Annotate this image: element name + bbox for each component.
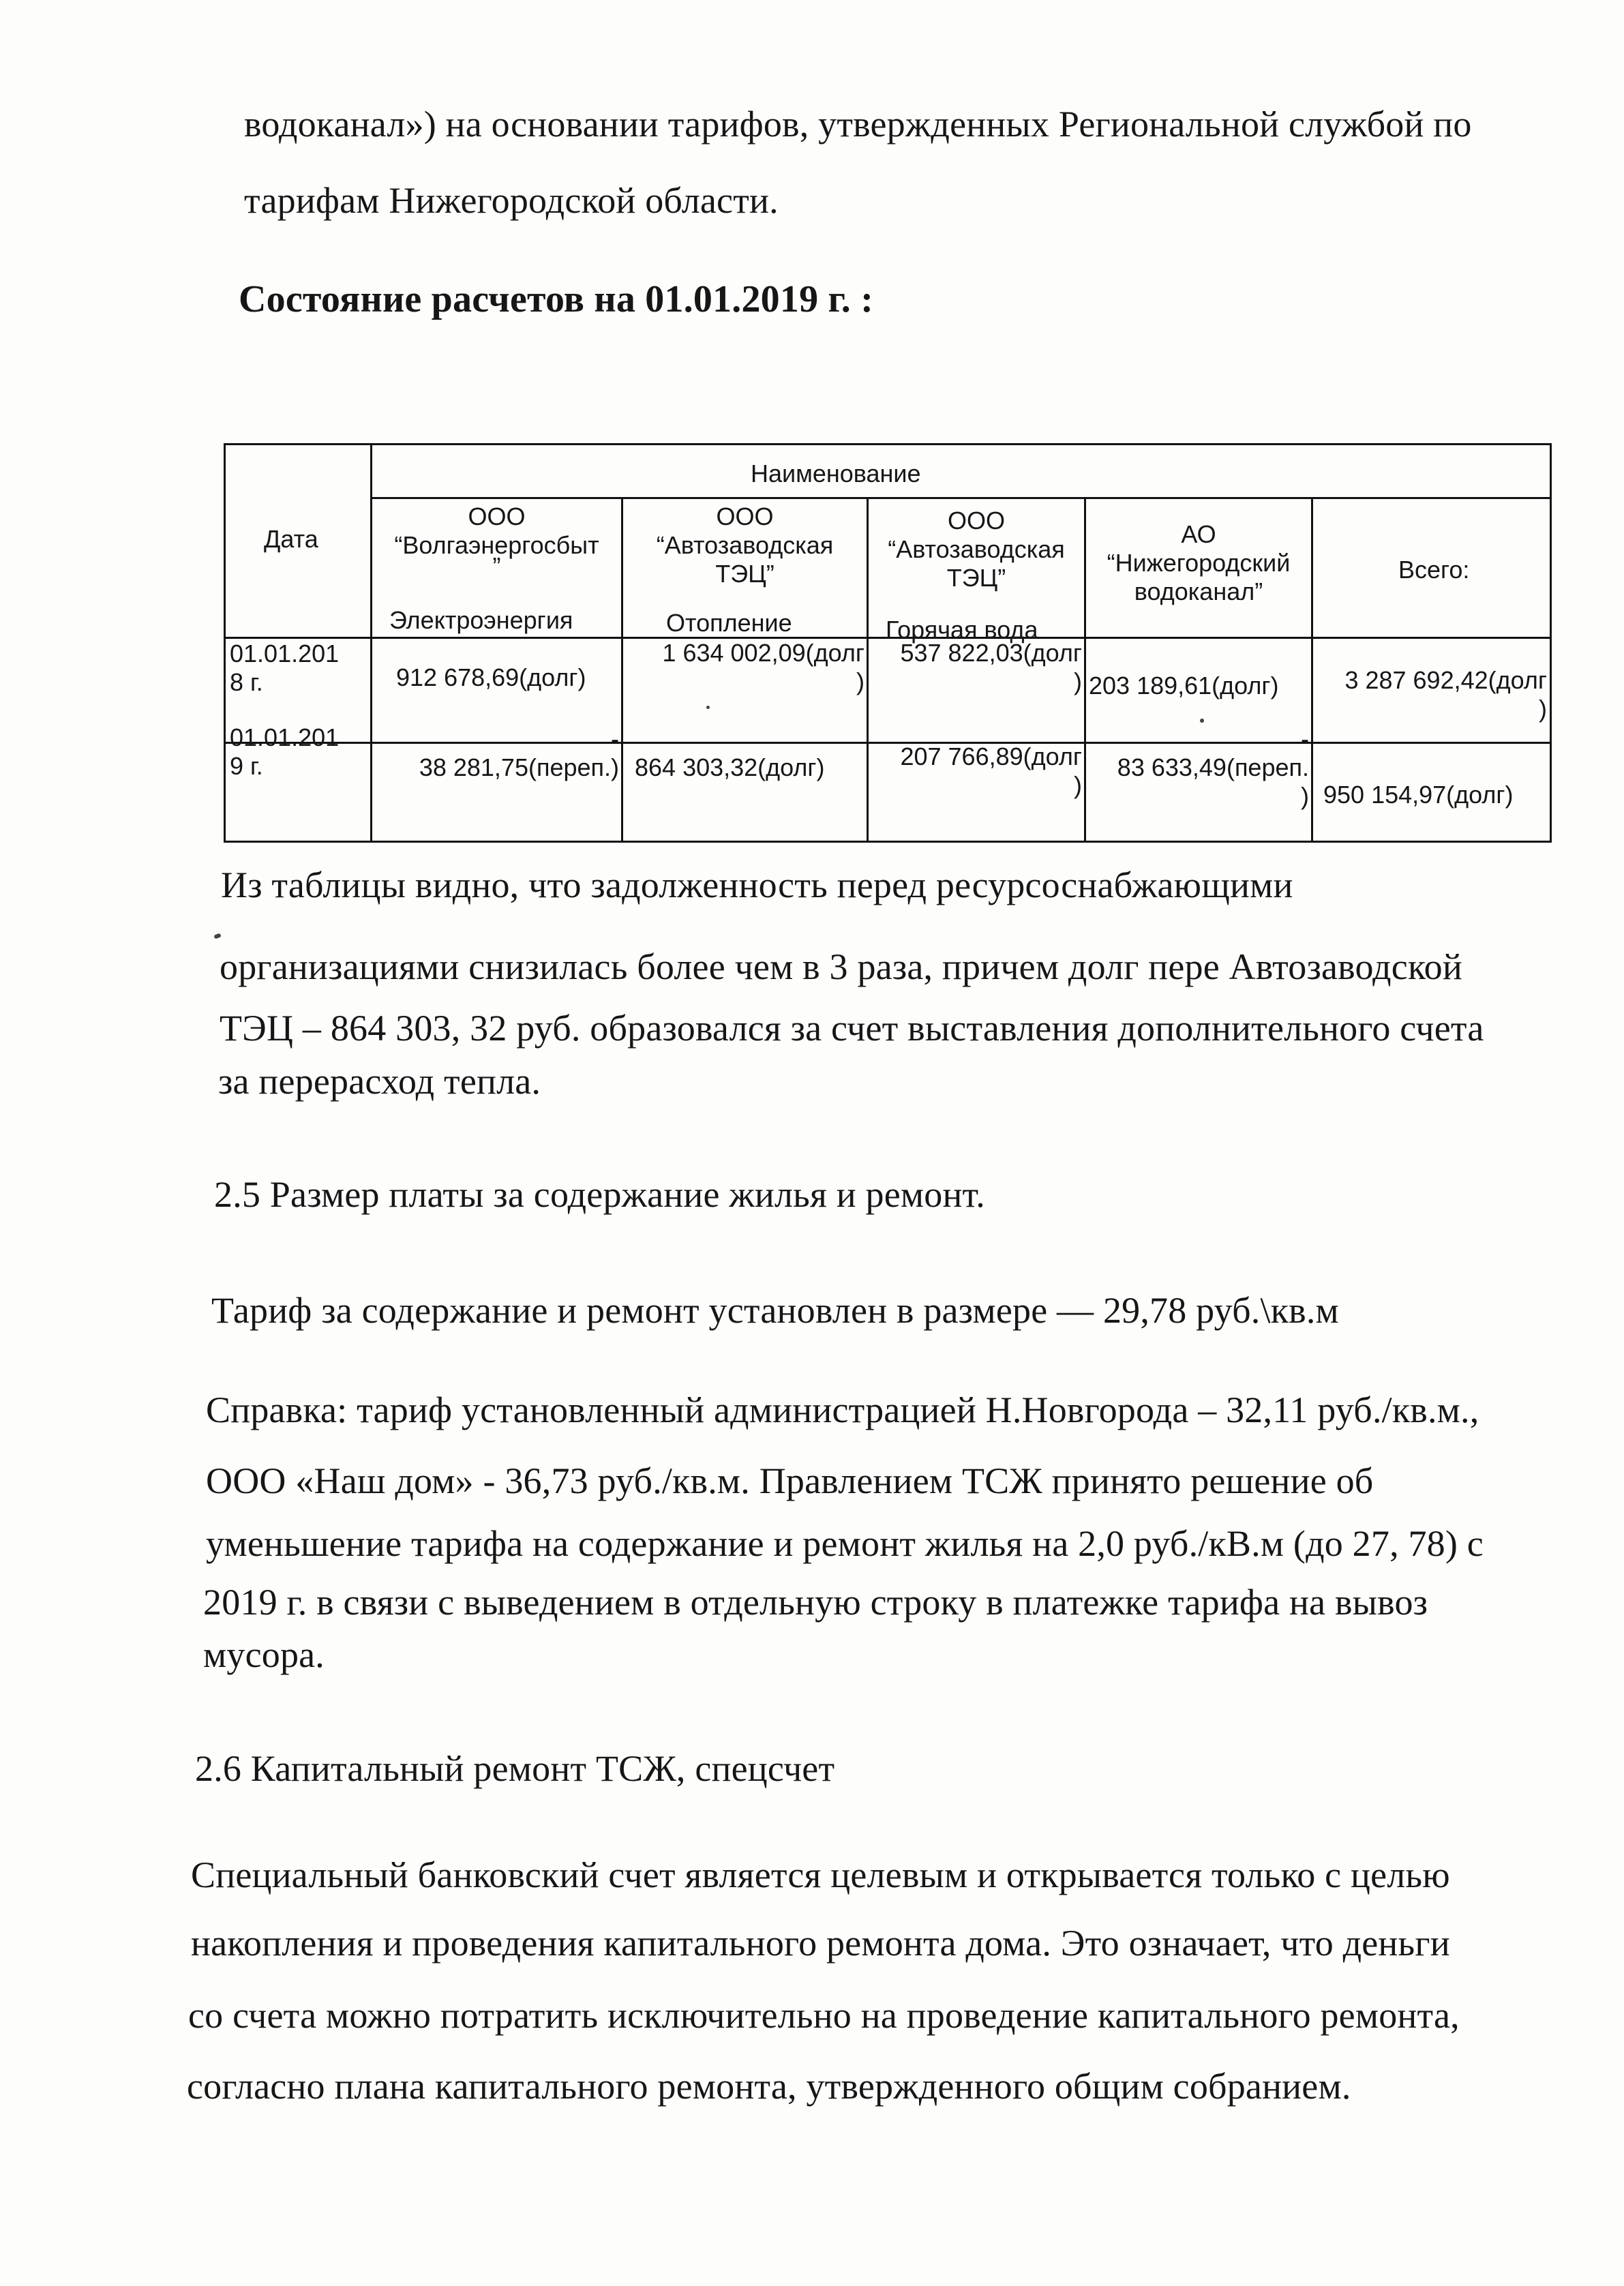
column-header-total: Всего:	[1398, 556, 1470, 584]
paragraph-line: согласно плана капитального ремонта, утвержденного общим собранием.	[187, 2066, 1351, 2107]
paragraph-line: Справка: тариф установленный администрацией Н.Новгорода – 32,11 руб./кв.м.,	[206, 1389, 1479, 1430]
paragraph-line: организациями снизилась более чем в 3 раза, причем долг пере Автозаводской	[220, 946, 1462, 987]
settlements-table	[224, 443, 1552, 843]
column-header-vodokanal: АО “Нижегородский водоканал”	[1107, 520, 1291, 605]
table-cell-value: 912 678,69(долг)	[396, 663, 586, 691]
paragraph-line: мусора.	[203, 1634, 325, 1675]
table-cell-value: - 38 281,75(переп.)	[419, 725, 619, 781]
table-cell-value: 864 303,32(долг)	[635, 753, 825, 781]
paragraph-line: ООО «Наш дом» - 36,73 руб./кв.м. Правлением ТСЖ принято решение об	[206, 1460, 1374, 1501]
paragraph-line: Специальный банковский счет является целевым и открывается только с целью	[191, 1854, 1450, 1895]
paragraph-line: водоканал») на основании тарифов, утвержденных Региональной службой по	[244, 104, 1472, 145]
paragraph-line: ТЭЦ – 864 303, 32 руб. образовался за счет выставления дополнительного счета	[220, 1008, 1484, 1049]
header-name-group: Наименование	[751, 460, 921, 487]
section-title: 2.5 Размер платы за содержание жилья и ремонт.	[214, 1174, 985, 1215]
column-header-avtozavodskaya-hotwater: ООО “Автозаводская ТЭЦ”	[888, 507, 1065, 592]
paragraph-line: за перерасход тепла.	[218, 1061, 541, 1102]
paragraph-line: со счета можно потратить исключительно на проведение капитального ремонта,	[188, 1995, 1460, 2036]
table-cell-value: - 83 633,49(переп. )	[1117, 725, 1309, 810]
scan-mark	[213, 933, 221, 939]
paragraph-line: накопления и проведения капитального ремонта дома. Это означает, что деньги	[191, 1923, 1450, 1964]
column-header-avtozavodskaya-heating: ООО “Автозаводская ТЭЦ”	[656, 502, 834, 588]
table-row-date: 01.01.201 8 г.	[230, 640, 340, 696]
paragraph-line: Тариф за содержание и ремонт установлен в размере — 29,78 руб.\кв.м	[211, 1290, 1339, 1331]
table-cell-value: 203 189,61(долг)	[1089, 672, 1279, 700]
column-resource-heating: Отопление	[666, 609, 792, 637]
section-heading: Состояние расчетов на 01.01.2019 г. :	[239, 278, 874, 320]
table-cell-value: 1 634 002,09(долг )	[662, 639, 864, 695]
paragraph-line: Из таблицы видно, что задолженность перед ресурсоснабжающими	[221, 864, 1293, 905]
column-resource-electricity: Электроэнергия	[389, 606, 573, 634]
table-cell-value: 207 766,89(долг )	[900, 742, 1082, 799]
section-title: 2.6 Капитальный ремонт ТСЖ, спецсчет	[195, 1748, 835, 1789]
paragraph-line: уменьшение тарифа на содержание и ремонт жилья на 2,0 руб./кВ.м (до 27, 78) с	[206, 1523, 1484, 1564]
paragraph-line: тарифам Нижегородской области.	[244, 180, 779, 221]
paragraph-line: 2019 г. в связи с выведением в отдельную строку в платежке тарифа на вывоз	[203, 1582, 1428, 1623]
table-cell-value: 537 822,03(долг )	[900, 639, 1082, 695]
header-date: Дата	[264, 525, 318, 553]
column-header-volgaenergosbyt: ООО “Волгаэнергосбыт ”	[394, 502, 599, 580]
table-cell-value: 950 154,97(долг)	[1323, 781, 1514, 809]
table-row-date: 01.01.201 9 г.	[230, 723, 340, 780]
table-cell-value: 3 287 692,42(долг )	[1344, 666, 1547, 723]
column-resource-hot-water: Горячая вода	[886, 616, 1038, 644]
